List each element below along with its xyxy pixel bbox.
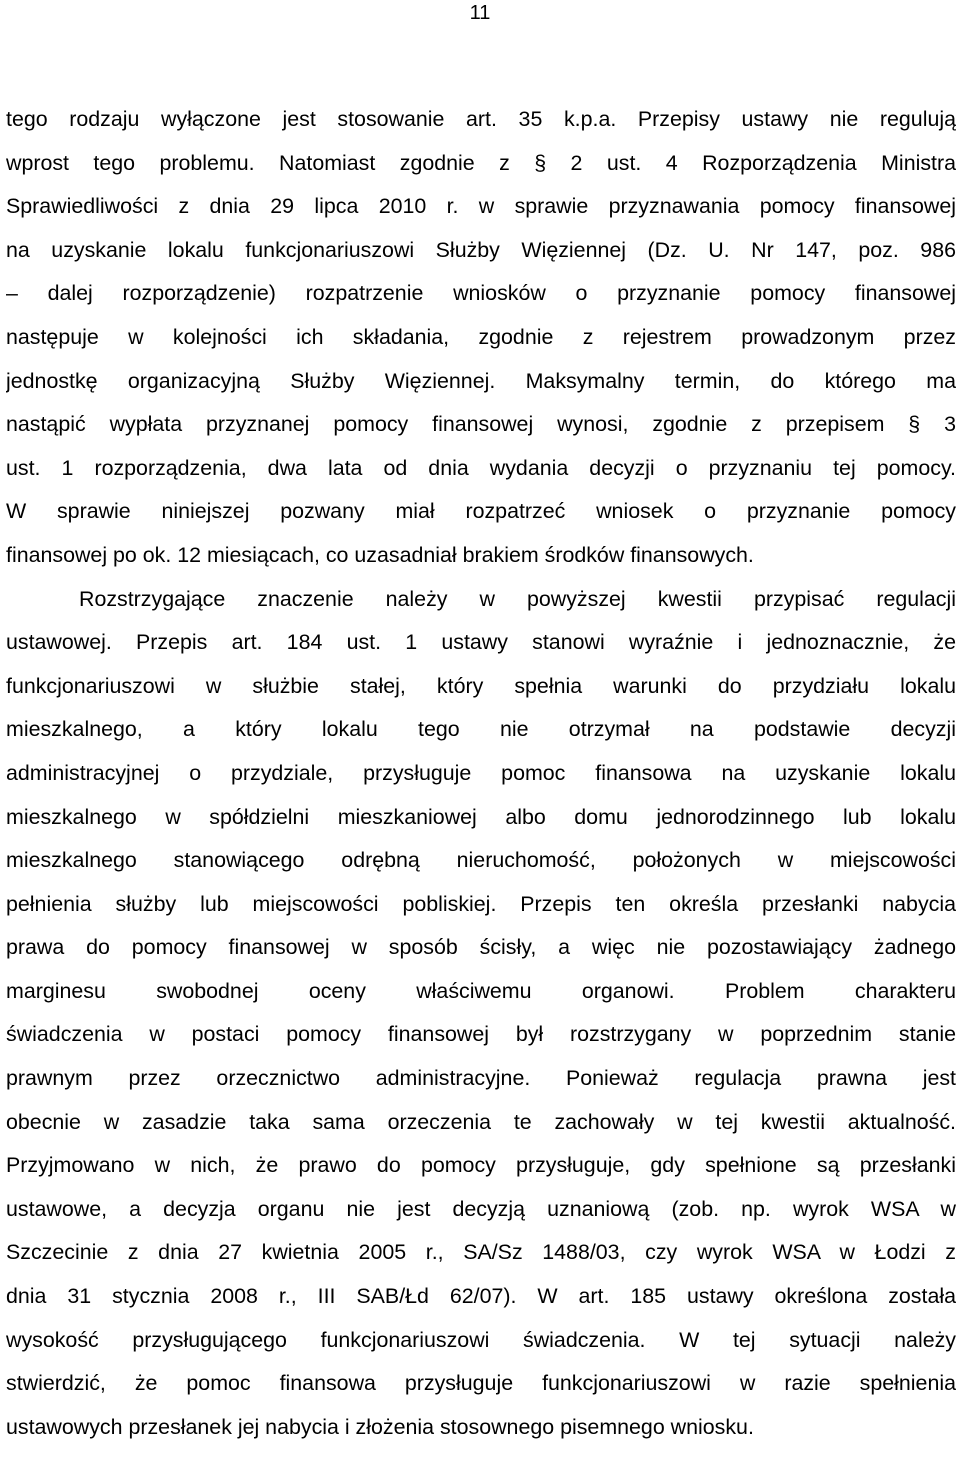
text-line: mieszkalnego stanowiącego odrębną nieruchomość, położonych w miejscowości	[6, 848, 956, 873]
text-line: na uzyskanie lokalu funkcjonariuszowi Służby Więziennej (Dz. U. Nr 147, poz. 986	[6, 237, 956, 262]
text-line: administracyjnej o przydziale, przysługuje pomoc finansowa na uzyskanie lokalu	[6, 760, 956, 785]
text-line: ustawowej. Przepis art. 184 ust. 1 ustawy stanowi wyraźnie i jednoznacznie, że	[6, 630, 956, 655]
text-line: nastąpić wypłata przyznanej pomocy finansowej wynosi, zgodnie z przepisem § 3	[6, 412, 956, 437]
text-line: Szczecinie z dnia 27 kwietnia 2005 r., SA/Sz 1488/03, czy wyrok WSA w Łodzi z	[6, 1240, 956, 1265]
text-line: marginesu swobodnej oceny właściwemu organowi. Problem charakteru	[6, 978, 956, 1003]
text-line: mieszkalnego w spółdzielni mieszkaniowej albo domu jednorodzinnego lub lokalu	[6, 804, 956, 829]
text-line: mieszkalnego, a który lokalu tego nie otrzymał na podstawie decyzji	[6, 717, 956, 742]
text-line: funkcjonariuszowi w służbie stałej, który spełnia warunki do przydziału lokalu	[6, 673, 956, 698]
text-line: stwierdzić, że pomoc finansowa przysługuje funkcjonariuszowi w razie spełnienia	[6, 1371, 956, 1396]
text-line: ust. 1 rozporządzenia, dwa lata od dnia wydania decyzji o przyznaniu tej pomocy.	[6, 455, 956, 480]
text-line: ustawowe, a decyzja organu nie jest decyzją uznaniową (zob. np. wyrok WSA w	[6, 1196, 956, 1221]
text-line: tego rodzaju wyłączone jest stosowanie art. 35 k.p.a. Przepisy ustawy nie regulują	[6, 107, 956, 131]
text-line: finansowej po ok. 12 miesiącach, co uzasadniał brakiem środków finansowych.	[6, 542, 754, 567]
text-line: – dalej rozporządzenie) rozpatrzenie wniosków o przyznanie pomocy finansowej	[6, 281, 956, 306]
text-line: ustawowych przesłanek jej nabycia i złożenia stosownego pisemnego wniosku.	[6, 1414, 754, 1439]
text-line: Przyjmowano w nich, że prawo do pomocy przysługuje, gdy spełnione są przesłanki	[6, 1153, 956, 1178]
text-line: następuje w kolejności ich składania, zgodnie z rejestrem prowadzonym przez	[6, 324, 956, 349]
text-line: prawa do pomocy finansowej w sposób ścisły, a więc nie pozostawiający żadnego	[6, 935, 956, 960]
text-line: pełnienia służby lub miejscowości pobliskiej. Przepis ten określa przesłanki nabycia	[6, 891, 956, 916]
text-line: wprost tego problemu. Natomiast zgodnie z § 2 ust. 4 Rozporządzenia Ministra	[6, 150, 956, 175]
text-line: dnia 31 stycznia 2008 r., III SAB/Łd 62/07). W art. 185 ustawy określona została	[6, 1284, 956, 1309]
text-line: obecnie w zasadzie taka sama orzeczenia te zachowały w tej kwestii aktualność.	[6, 1109, 956, 1134]
page-number: 11	[469, 2, 491, 24]
text-line: prawnym przez orzecznictwo administracyjne. Ponieważ regulacja prawna jest	[6, 1066, 956, 1091]
paragraph-start-line: Rozstrzygające znaczenie należy w powyższej kwestii przypisać regulacji	[79, 586, 956, 611]
text-line: wysokość przysługującego funkcjonariuszowi świadczenia. W tej sytuacji należy	[6, 1327, 956, 1352]
text-line: jednostkę organizacyjną Służby Więziennej. Maksymalny termin, do którego ma	[6, 368, 956, 393]
text-line: świadczenia w postaci pomocy finansowej był rozstrzygany w poprzednim stanie	[6, 1022, 956, 1047]
text-line: W sprawie niniejszej pozwany miał rozpatrzeć wniosek o przyznanie pomocy	[6, 499, 956, 524]
text-line: Sprawiedliwości z dnia 29 lipca 2010 r. w sprawie przyznawania pomocy finansowej	[6, 194, 956, 219]
body-text	[6, 98, 956, 1449]
